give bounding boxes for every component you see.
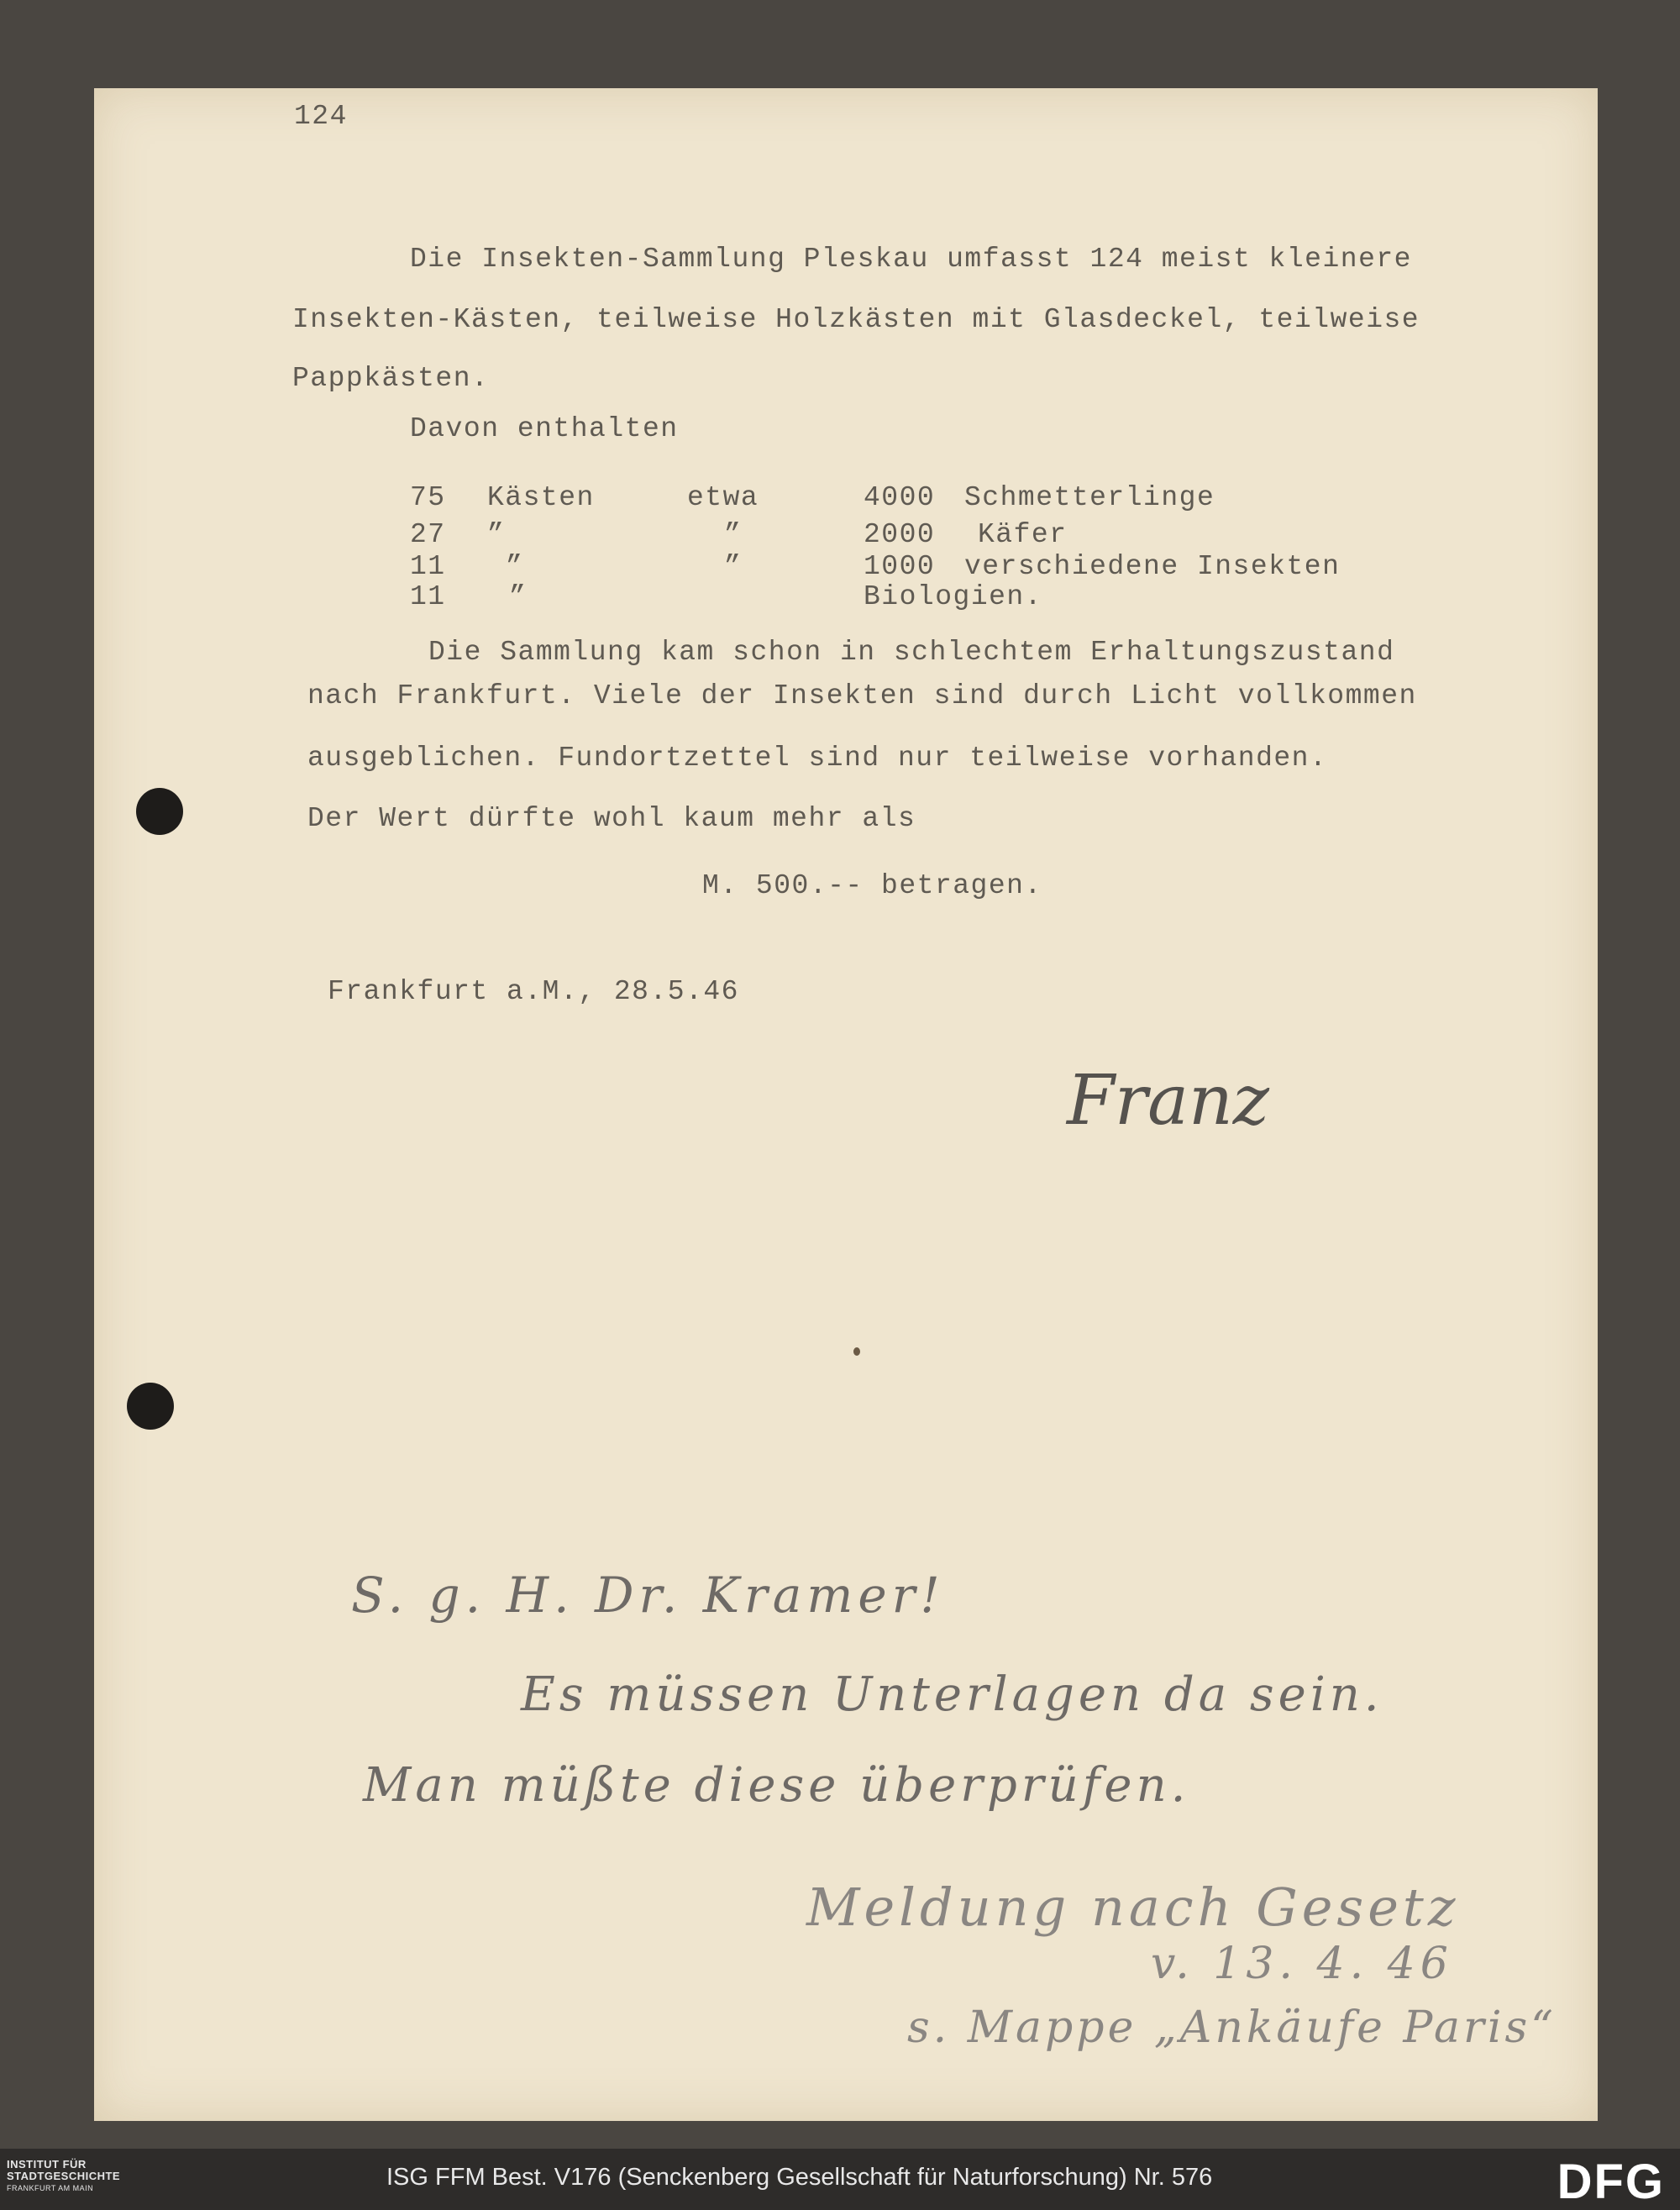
row-unit: Kästen — [487, 482, 595, 513]
row-unit: ” — [509, 581, 528, 612]
page-number: 124 — [294, 101, 348, 132]
paragraph2-line-2: nach Frankfurt. Viele der Insekten sind durch Licht vollkommen — [307, 680, 1417, 711]
punch-hole-top — [136, 788, 183, 835]
row-amount: 1000 — [864, 551, 936, 582]
row-content: Biologien. — [864, 581, 1043, 612]
row-amount: 4000 — [864, 482, 936, 513]
paragraph2-line-4: Der Wert dürfte wohl kaum mehr als — [307, 803, 916, 834]
paper-speck — [853, 1347, 860, 1356]
row-content: verschiedene Insekten — [964, 551, 1341, 582]
row-content: Käfer — [978, 519, 1068, 550]
institution-city: FRANKFURT AM MAIN — [7, 2184, 94, 2192]
punch-hole-bottom — [127, 1383, 174, 1430]
institution-logo — [7, 2159, 120, 2194]
row-approx: etwa — [687, 482, 759, 513]
row-approx: ” — [724, 519, 743, 550]
row-content: Schmetterlinge — [964, 482, 1215, 513]
place-date: Frankfurt a.M., 28.5.46 — [328, 976, 739, 1007]
paragraph1-line-3: Pappkästen. — [292, 363, 490, 394]
row-approx: ” — [724, 551, 743, 582]
signature: Franz — [1067, 1061, 1269, 1141]
row-count: 75 — [410, 482, 446, 513]
institution-line-1: INSTITUT FÜR — [7, 2158, 87, 2171]
paragraph1-line-1: Die Insekten-Sammlung Pleskau umfasst 124 meist kleinere — [410, 244, 1412, 275]
annotation-line-3: s. Mappe „Ankäufe Paris“ — [907, 2003, 1557, 2053]
annotation-line-1: Meldung nach Gesetz — [806, 1877, 1460, 1938]
value-line: M. 500.-- betragen. — [702, 870, 1042, 901]
institution-line-2: STADTGESCHICHTE — [7, 2170, 121, 2182]
paragraph1-line-2: Insekten-Kästen, teilweise Holzkästen mit Glasdeckel, teilweise — [292, 304, 1420, 335]
handwritten-note-line-1: Es müssen Unterlagen da sein. — [521, 1667, 1383, 1722]
row-count: 27 — [410, 519, 446, 550]
dfg-logo: DFG — [1557, 2155, 1665, 2209]
row-count: 11 — [410, 581, 446, 612]
row-count: 11 — [410, 551, 446, 582]
handwritten-salutation: S. g. H. Dr. Kramer! — [351, 1567, 945, 1624]
archive-footer — [0, 2149, 1680, 2210]
table-intro: Davon enthalten — [410, 413, 679, 444]
paragraph2-line-3: ausgeblichen. Fundortzettel sind nur teilweise vorhanden. — [307, 743, 1328, 774]
row-unit: ” — [487, 519, 506, 550]
annotation-line-2: v. 13. 4. 46 — [1151, 1939, 1453, 1989]
handwritten-note-line-2: Man müßte diese überprüfen. — [363, 1758, 1190, 1813]
row-unit: ” — [506, 551, 524, 582]
row-amount: 2000 — [864, 519, 936, 550]
paragraph2-line-1: Die Sammlung kam schon in schlechtem Erhaltungszustand — [428, 637, 1395, 668]
archive-reference: ISG FFM Best. V176 (Senckenberg Gesellschaft für Naturforschung) Nr. 576 — [386, 2164, 1213, 2191]
